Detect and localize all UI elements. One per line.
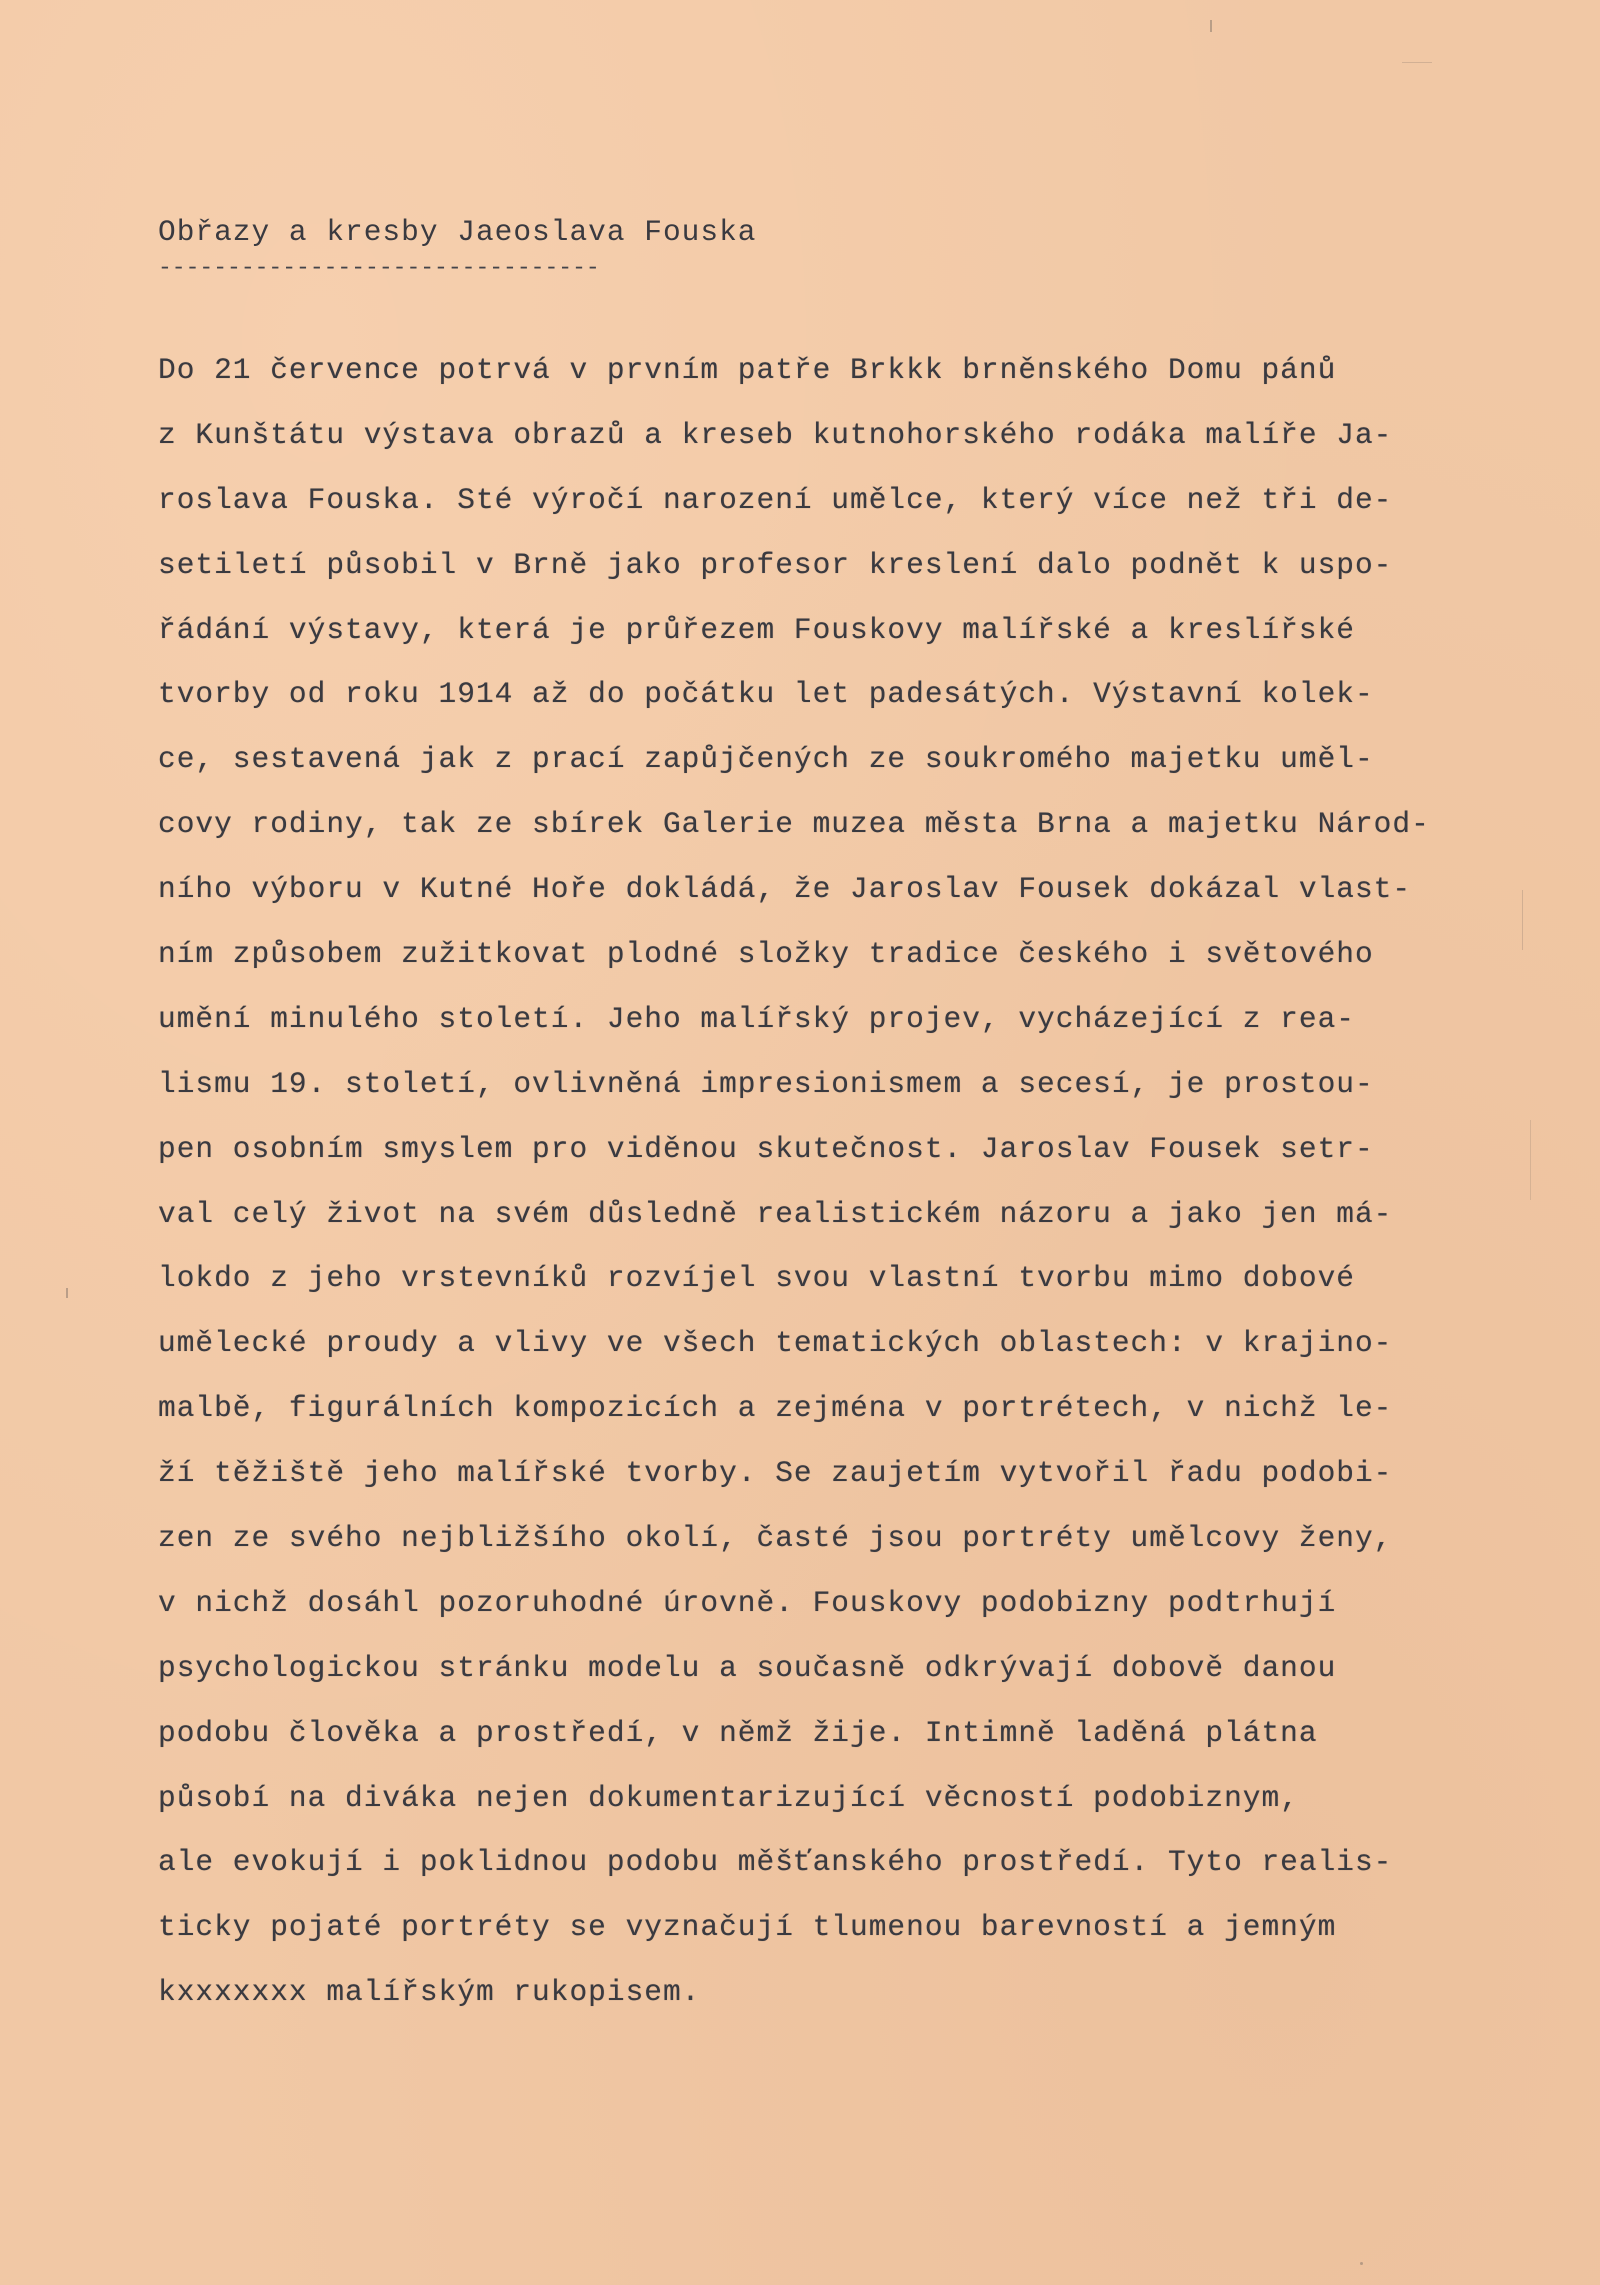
paper-mark [1360, 2262, 1363, 2265]
text-line: psychologickou stránku modelu a současně odkrývají dobově danou [158, 1650, 1337, 1685]
text-line: lokdo z jeho vrstevníků rozvíjel svou vlastní tvorbu mimo dobové [158, 1261, 1355, 1296]
text-line: ale evokují i poklidnou podobu měšťanského prostředí. Tyto realis- [158, 1845, 1393, 1880]
text-line: v nichž dosáhl pozoruhodné úrovně. Fouskovy podobizny podtrhují [158, 1585, 1337, 1620]
text-line: řádání výstavy, která je průřezem Fouskovy malířské a kreslířské [158, 612, 1355, 647]
text-line: ticky pojaté portréty se vyznačují tlumenou barevností a jemným [158, 1910, 1337, 1945]
text-line: Do 21 července potrvá v prvním patře Brkkk brněnského Domu pánů [158, 353, 1337, 387]
text-line: roslava Fouska. Sté výročí narození umělce, který více než tři de- [158, 482, 1393, 517]
text-line: setiletí působil v Brně jako profesor kreslení dalo podnět k uspo- [158, 547, 1393, 582]
text-line: lismu 19. století, ovlivněná impresionismem a secesí, je prostou- [158, 1066, 1374, 1101]
text-line: ního výboru v Kutné Hoře dokládá, že Jaroslav Fousek dokázal vlast- [158, 872, 1412, 907]
text-line: kxxxxxxx malířským rukopisem. [158, 1975, 701, 2010]
text-line: tvorby od roku 1914 až do počátku let padesátých. Výstavní kolek- [158, 677, 1374, 712]
text-line: zen ze svého nejbližšího okolí, časté jsou portréty umělcovy ženy, [158, 1521, 1393, 1556]
text-line: ží těžiště jeho malířské tvorby. Se zaujetím vytvořil řadu podobi- [158, 1456, 1393, 1491]
text-line: pen osobním smyslem pro viděnou skutečnost. Jaroslav Fousek setr- [158, 1131, 1374, 1166]
text-line: umělecké proudy a vlivy ve všech tematických oblastech: v krajino- [158, 1326, 1393, 1361]
paper-mark [1402, 62, 1432, 63]
text-line: podobu člověka a prostředí, v němž žije. Intimně laděná plátna [158, 1715, 1318, 1750]
text-line: malbě, figurálních kompozicích a zejména v portrétech, v nichž le- [158, 1391, 1393, 1426]
paper-mark [1522, 890, 1523, 950]
document-title: Obřazy a kresby Jaeoslava Fouska [158, 215, 757, 249]
text-line: covy rodiny, tak ze sbírek Galerie muzea města Brna a majetku Národ- [158, 807, 1430, 842]
text-line: val celý život na svém důsledně realistickém názoru a jako jen má- [158, 1196, 1393, 1231]
paper-mark [1530, 1120, 1531, 1200]
text-line: působí na diváka nejen dokumentarizující věcností podobiznym, [158, 1780, 1299, 1815]
paper-mark [1210, 20, 1212, 32]
text-line: z Kunštátu výstava obrazů a kreseb kutnohorského rodáka malíře Ja- [158, 417, 1393, 452]
document-body [158, 338, 1468, 2025]
text-line: ním způsobem zužitkovat plodné složky tradice českého i světového [158, 937, 1374, 972]
paper-mark [66, 1288, 68, 1298]
text-line: umění minulého století. Jeho malířský projev, vycházející z rea- [158, 1001, 1355, 1036]
title-underline: -------------------------------- [158, 258, 600, 278]
text-line: ce, sestavená jak z prací zapůjčených ze soukromého majetku uměl- [158, 742, 1374, 777]
